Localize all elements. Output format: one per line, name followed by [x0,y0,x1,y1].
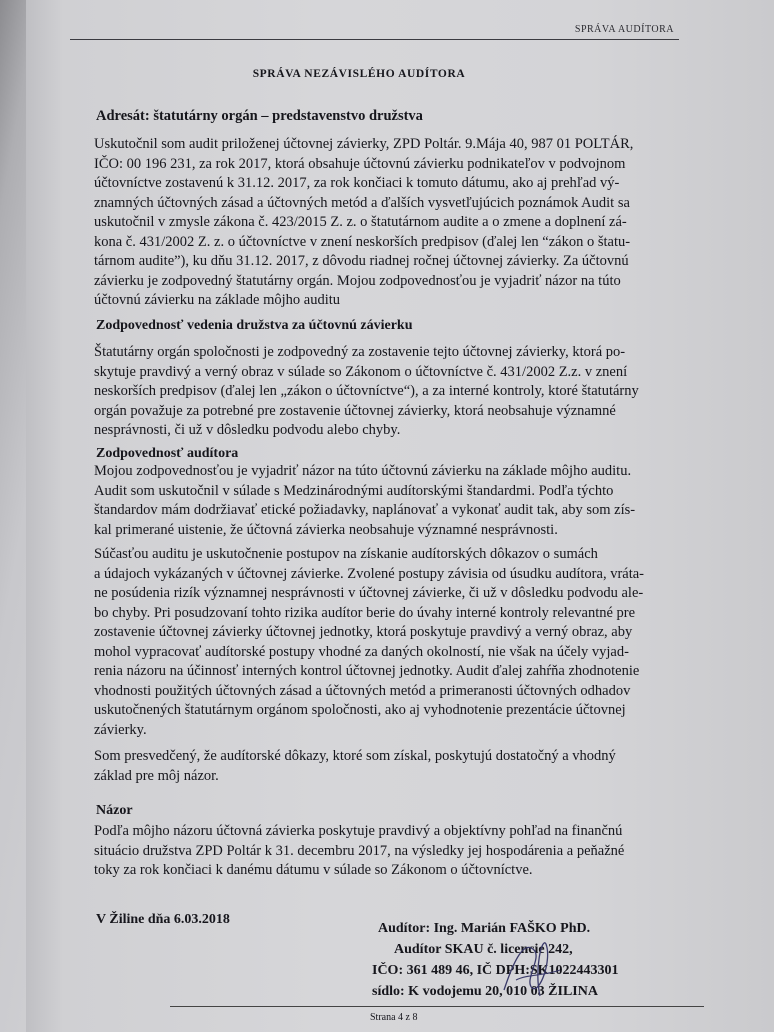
auditor-line: ne posúdenia rizík významnej nesprávnosti v účtovnej závierke, či už v dôsledku podvodu ale- [94,585,644,601]
auditor-line: štandardov mám dodržiavať etické požiadavky, naplánovať a vykonať audit tak, aby som zís- [94,502,636,518]
intro-line: IČO: 00 196 231, za rok 2017, ktorá obsahuje účtovnú závierku podnikateľov v podvojnom [94,155,626,172]
management-line: neskorších predpisov (ďalej len „zákon o účtovníctve“), a za interné kontroly, ktoré štatutárny [94,383,639,399]
page-number: Strana 4 z 8 [370,1012,418,1023]
intro-line: kona č. 431/2002 Z. z. o účtovníctve v znení neskorších predpisov (ďalej len “zákon o štatu- [94,233,631,250]
auditor-line: vhodnosti použitých účtovných zásad a účtovných metód a primeranosti účtovných odhadov [94,682,631,699]
opinion-line: toky za rok končiaci k danému dátumu v súlade so Zákonom o účtovníctve. [94,862,533,878]
auditor-line: uskutočnených štatutárnym orgánom spoločnosti, ako aj vyhodnotenie prezentácie účtovnej [94,702,626,718]
intro-line: znamných účtovných zásad a účtovných metód a ďalších vysvetľujúcich poznámok Audit sa [94,194,630,211]
auditor-line: bo chyby. Pri posudzovaní tohto rizika audítor berie do úvahy interné kontroly relevantné pre [94,604,636,621]
auditor-paragraph-1 [94,462,686,540]
auditor-ids: IČO: 361 489 46, IČ DPH:SK1022443301 [372,963,619,978]
intro-line: uskutočnil v zmysle zákona č. 423/2015 Z. z. o štatutárnom audite a o zmene a doplnení zá- [94,214,627,230]
auditor-license: Audítor SKAU č. licencie 242, [394,942,573,957]
auditor-line: základ pre môj názor. [94,767,219,784]
management-paragraph [94,343,686,441]
intro-line: účtovníctve zostavenú k 31.12. 2017, za rok končiaci k tomuto dátumu, ako aj prehľad vý- [94,175,620,191]
intro-paragraph [94,135,686,311]
running-header: SPRÁVA AUDÍTORA [574,24,674,35]
footer-divider [170,1006,704,1007]
auditor-line: a údajoch vykázaných v účtovnej závierke. Zvolené postupy závisia od úsudku audítora, vráta- [94,565,645,582]
intro-line: účtovnú závierku na základe môjho auditu [94,292,341,308]
auditor-line: závierky. [94,721,147,738]
opinion-line: situácio družstva ZPD Poltár k 31. decembru 2017, na výsledky jej hospodárenia a peňažné [94,842,625,859]
opinion-line: Podľa môjho názoru účtovná závierka poskytuje pravdivý a objektívny pohľad na finančnú [94,823,623,839]
auditor-line: Súčasťou auditu je uskutočnenie postupov na získanie audítorských dôkazov o sumách [94,546,598,562]
auditor-name: Audítor: Ing. Marián FAŠKO PhD. [378,921,591,936]
auditor-line: renia názoru na účinnosť interných kontrol účtovnej jednotky. Audit ďalej zahŕňa zhodnotenie [94,663,640,679]
place-and-date: V Žiline dňa 6.03.2018 [96,912,230,927]
auditor-heading: Zodpovednosť audítora [96,446,239,461]
auditor-line: Mojou zodpovednosťou je vyjadriť názor na túto účtovnú závierku na základe môjho auditu. [94,463,632,479]
opinion-heading: Názor [96,803,133,818]
addressee-heading: Adresát: štatutárny orgán – predstavenstvo družstva [96,108,423,124]
auditor-line: kal primerané uistenie, že účtovná závierka neobsahuje významné nesprávnosti. [94,521,558,538]
management-line: nesprávnosti, či už v dôsledku podvodu alebo chyby. [94,422,401,438]
auditor-line: mohol vypracovať audítorské postupy vhodné za daných okolností, nie však na účely vyjad- [94,643,629,660]
management-heading: Zodpovednosť vedenia družstva za účtovnú závierku [96,318,413,333]
auditor-address: sídlo: K vodojemu 20, 010 03 ŽILINA [372,984,598,999]
management-line: orgán považuje za potrebné pre zostavenie účtovnej závierky, ktorá neobsahuje významné [94,402,616,419]
auditor-line: zostavenie účtovnej závierky účtovnej jednotky, ktorá poskytuje pravdivý a verný obraz, aby [94,624,633,640]
intro-line: Uskutočnil som audit priloženej účtovnej závierky, ZPD Poltár. 9.Mája 40, 987 01 POLTÁR, [94,136,634,152]
management-line: Štatutárny orgán spoločnosti je zodpovedný za zostavenie tejto účtovnej závierky, ktorá po- [94,344,626,360]
auditor-line: Som presvedčený, že audítorské dôkazy, ktoré som získal, poskytujú dostatočný a vhodný [94,748,616,764]
auditor-paragraph-3 [94,747,686,786]
intro-line: tárnom audite”), ku dňu 31.12. 2017, z dôvodu riadnej ročnej účtovnej závierky. Za účtovnú [94,253,629,269]
management-line: skytuje pravdivý a verný obraz v súlade so Zákonom o účtovníctve č. 431/2002 Z.z. v znení [94,363,628,380]
auditor-line: Audit som uskutočnil v súlade s Medzinárodnými audítorskými štandardmi. Podľa týchto [94,482,614,499]
handwritten-signature-icon [494,930,574,1000]
header-divider [70,39,679,40]
auditor-paragraph-2 [94,545,686,740]
document-title: SPRÁVA NEZÁVISLÉHO AUDÍTORA [252,68,466,80]
intro-line: závierku je zodpovedný štatutárny orgán. Mojou zodpovednosťou je vyjadriť názor na túto [94,272,621,289]
opinion-paragraph [94,822,686,881]
